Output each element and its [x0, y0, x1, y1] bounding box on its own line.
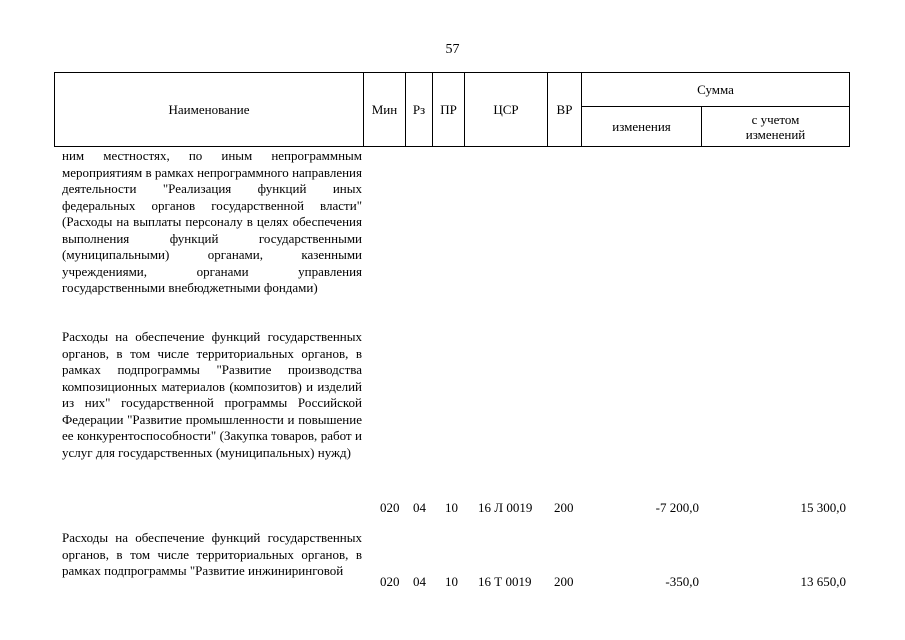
header-vr: ВР — [547, 72, 582, 147]
row-rz: 04 — [413, 500, 426, 515]
row-min: 020 — [380, 574, 400, 589]
header-rz: Рз — [405, 72, 433, 147]
row-csr: 16 Т 0019 — [478, 574, 532, 589]
row-name: ним местностях, по иным непрограммным мероприятиям в рамках непрограммного направления деятельности "Реализация функций иных федеральных органов государственной власти" (Расходы на выплаты персоналу в целях обеспечения выполнения функций государственными (муниципальными) органами, казенными учреждениями, органами управления государственными внебюджетными фондами) — [62, 148, 362, 295]
page-number: 57 — [445, 42, 460, 57]
row-vr: 200 — [554, 500, 574, 515]
header-csr: ЦСР — [464, 72, 548, 147]
row-name: Расходы на обеспечение функций государственных органов, в том числе территориальных органов, в рамках подпрограммы "Развитие производства композиционных материалов (композитов) и изделий из них" государственной программы Российской Федерации "Развитие промышленности и повышение ее конкурентоспособности" (Закупка товаров, работ и услуг для государственных (муниципальных) нужд) — [62, 329, 362, 460]
row-csr: 16 Л 0019 — [478, 500, 533, 515]
header-with-change: с учетом изменений — [701, 106, 850, 147]
header-name: Наименование — [54, 72, 364, 147]
header-min: Мин — [363, 72, 406, 147]
header-pr: ПР — [432, 72, 465, 147]
row-change: -350,0 — [665, 574, 699, 589]
row-rz: 04 — [413, 574, 426, 589]
row-name: Расходы на обеспечение функций государственных органов, в том числе территориальных органов, в рамках подпрограммы "Развитие инжиниринговой — [62, 530, 362, 578]
row-change: -7 200,0 — [655, 500, 699, 515]
header-change: изменения — [581, 106, 702, 147]
row-vr: 200 — [554, 574, 574, 589]
row-pr: 10 — [445, 574, 458, 589]
row-with-change: 13 650,0 — [800, 574, 846, 589]
row-min: 020 — [380, 500, 400, 515]
row-with-change: 15 300,0 — [800, 500, 846, 515]
header-sum: Сумма — [581, 72, 850, 107]
row-pr: 10 — [445, 500, 458, 515]
